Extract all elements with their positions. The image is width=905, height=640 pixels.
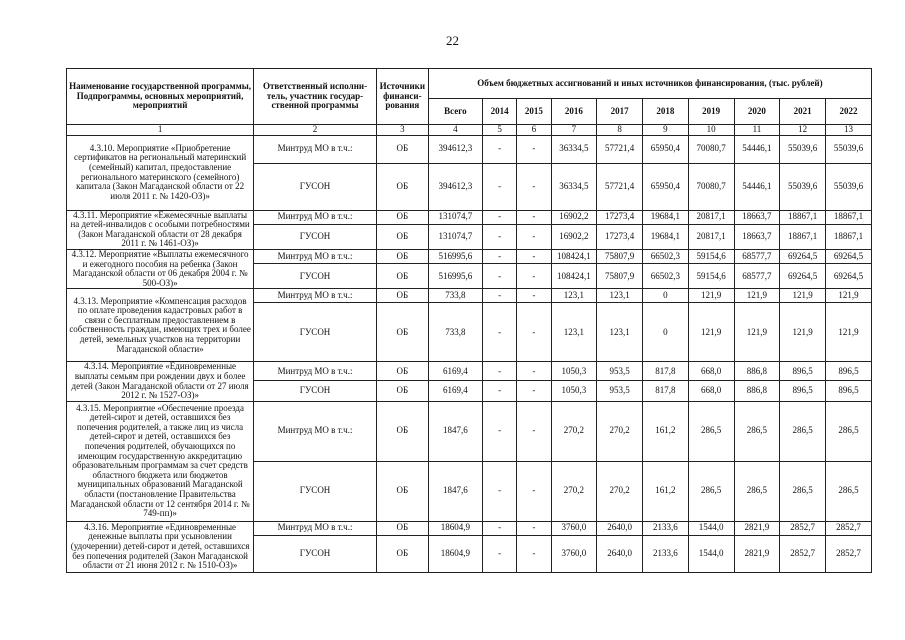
value-cell: 121,9 [826, 289, 872, 303]
value-cell: 953,5 [597, 381, 643, 401]
value-cell: - [482, 362, 516, 381]
header-responsible: Ответственный исполни-тель, участник государ-ственной программы [254, 69, 377, 125]
header-volume: Объем бюджетных ассигнований и иных источников финансирования, (тыс. рублей) [428, 69, 871, 99]
year-header: 2014 [482, 99, 516, 125]
value-cell: - [517, 521, 551, 535]
table-body [67, 135, 872, 572]
value-cell: 121,9 [826, 303, 872, 362]
value-cell: 121,9 [734, 289, 780, 303]
value-cell: 55039,6 [826, 135, 872, 163]
value-cell: 18867,1 [780, 224, 826, 249]
year-header: 2020 [734, 99, 780, 125]
column-number: 11 [734, 125, 780, 136]
value-cell: 121,9 [780, 303, 826, 362]
value-cell: 59154,6 [688, 249, 734, 264]
source-cell: ОБ [376, 303, 428, 362]
responsible-cell: Минтруд МО в т.ч.: [254, 521, 377, 535]
value-cell: 3760,0 [551, 535, 597, 572]
value-cell: 18604,9 [428, 521, 482, 535]
value-cell: 286,5 [734, 401, 780, 461]
year-header: 2022 [826, 99, 872, 125]
value-cell: 131074,7 [428, 224, 482, 249]
value-cell: 18867,1 [826, 224, 872, 249]
year-header: 2021 [780, 99, 826, 125]
value-cell: 270,2 [597, 461, 643, 521]
responsible-cell: ГУСОН [254, 303, 377, 362]
value-cell: 817,8 [643, 362, 689, 381]
source-cell: ОБ [376, 535, 428, 572]
value-cell: 1847,6 [428, 461, 482, 521]
value-cell: 55039,6 [780, 163, 826, 210]
value-cell: - [482, 401, 516, 461]
value-cell: 2640,0 [597, 535, 643, 572]
table-row [67, 210, 872, 224]
value-cell: 75807,9 [597, 249, 643, 264]
value-cell: 817,8 [643, 381, 689, 401]
table-row [67, 249, 872, 264]
value-cell: - [517, 135, 551, 163]
value-cell: 65950,4 [643, 135, 689, 163]
value-cell: 6169,4 [428, 362, 482, 381]
value-cell: 121,9 [688, 303, 734, 362]
column-number: 9 [643, 125, 689, 136]
responsible-cell: Минтруд МО в т.ч.: [254, 362, 377, 381]
value-cell: 121,9 [688, 289, 734, 303]
value-cell: - [517, 210, 551, 224]
value-cell: - [517, 264, 551, 289]
value-cell: 896,5 [780, 362, 826, 381]
value-cell: - [517, 362, 551, 381]
value-cell: 108424,1 [551, 264, 597, 289]
column-number: 4 [428, 125, 482, 136]
value-cell: - [482, 224, 516, 249]
value-cell: 286,5 [826, 401, 872, 461]
value-cell: 896,5 [780, 381, 826, 401]
value-cell: 18867,1 [780, 210, 826, 224]
column-number: 3 [376, 125, 428, 136]
budget-table [66, 68, 872, 573]
value-cell: - [517, 381, 551, 401]
value-cell: 16902,2 [551, 210, 597, 224]
value-cell: 286,5 [780, 401, 826, 461]
value-cell: 17273,4 [597, 210, 643, 224]
column-number: 8 [597, 125, 643, 136]
value-cell: - [517, 303, 551, 362]
responsible-cell: Минтруд МО в т.ч.: [254, 289, 377, 303]
source-cell: ОБ [376, 362, 428, 381]
value-cell: 394612,3 [428, 135, 482, 163]
value-cell: 2852,7 [826, 521, 872, 535]
measure-name: 4.3.13. Мероприятие «Компенсация расходов по оплате проведения кадастровых работ в связи с бесплатным предоставлением в собственность граждан, имеющих трех и более детей, земельных участков на территории Магаданской области» [67, 289, 254, 362]
value-cell: 953,5 [597, 362, 643, 381]
value-cell: 18663,7 [734, 224, 780, 249]
value-cell: 54446,1 [734, 163, 780, 210]
value-cell: 108424,1 [551, 249, 597, 264]
value-cell: - [517, 401, 551, 461]
value-cell: 896,5 [826, 362, 872, 381]
value-cell: 2821,9 [734, 535, 780, 572]
value-cell: 69264,5 [780, 264, 826, 289]
responsible-cell: ГУСОН [254, 224, 377, 249]
value-cell: 516995,6 [428, 249, 482, 264]
value-cell: - [517, 289, 551, 303]
value-cell: 19684,1 [643, 210, 689, 224]
value-cell: 36334,5 [551, 163, 597, 210]
value-cell: 1050,3 [551, 381, 597, 401]
value-cell: 59154,6 [688, 264, 734, 289]
column-number: 1 [67, 125, 254, 136]
value-cell: 18604,9 [428, 535, 482, 572]
value-cell: 57721,4 [597, 135, 643, 163]
value-cell: 0 [643, 289, 689, 303]
value-cell: 516995,6 [428, 264, 482, 289]
value-cell: 57721,4 [597, 163, 643, 210]
responsible-cell: ГУСОН [254, 381, 377, 401]
source-cell: ОБ [376, 264, 428, 289]
value-cell: 123,1 [551, 303, 597, 362]
value-cell: 75807,9 [597, 264, 643, 289]
year-header: 2016 [551, 99, 597, 125]
value-cell: - [517, 249, 551, 264]
value-cell: 68577,7 [734, 249, 780, 264]
value-cell: 2852,7 [826, 535, 872, 572]
year-header: Всего [428, 99, 482, 125]
year-header: 2019 [688, 99, 734, 125]
value-cell: 121,9 [780, 289, 826, 303]
value-cell: - [517, 461, 551, 521]
source-cell: ОБ [376, 461, 428, 521]
column-number: 12 [780, 125, 826, 136]
value-cell: 286,5 [688, 401, 734, 461]
responsible-cell: ГУСОН [254, 264, 377, 289]
value-cell: 20817,1 [688, 224, 734, 249]
value-cell: 6169,4 [428, 381, 482, 401]
table-row [67, 289, 872, 303]
source-cell: ОБ [376, 401, 428, 461]
source-cell: ОБ [376, 289, 428, 303]
value-cell: 161,2 [643, 401, 689, 461]
responsible-cell: Минтруд МО в т.ч.: [254, 135, 377, 163]
value-cell: 286,5 [780, 461, 826, 521]
value-cell: 66502,3 [643, 264, 689, 289]
value-cell: 1544,0 [688, 535, 734, 572]
table-row [67, 135, 872, 163]
responsible-cell: ГУСОН [254, 163, 377, 210]
value-cell: 886,8 [734, 381, 780, 401]
page-number: 22 [446, 33, 459, 48]
value-cell: 65950,4 [643, 163, 689, 210]
value-cell: 2640,0 [597, 521, 643, 535]
measure-name: 4.3.14. Мероприятие «Единовременные выплаты семьям при рождении двух и более детей (Закон Магаданской области от 27 июля 2012 г. № 1527-ОЗ)» [67, 362, 254, 401]
value-cell: 733,8 [428, 289, 482, 303]
value-cell: - [482, 461, 516, 521]
table-row [67, 362, 872, 381]
source-cell: ОБ [376, 224, 428, 249]
value-cell: 896,5 [826, 381, 872, 401]
value-cell: 1544,0 [688, 521, 734, 535]
value-cell: - [482, 381, 516, 401]
column-number: 10 [688, 125, 734, 136]
value-cell: 2852,7 [780, 521, 826, 535]
source-cell: ОБ [376, 381, 428, 401]
value-cell: 123,1 [551, 289, 597, 303]
value-cell: 54446,1 [734, 135, 780, 163]
measure-name: 4.3.16. Мероприятие «Единовременные денежные выплаты при усыновлении (удочерении) детей-сирот и детей, оставшихся без попечения родителей (Закон Магаданской области от 21 июня 2012 г. № 1510-ОЗ)» [67, 521, 254, 572]
value-cell: 19684,1 [643, 224, 689, 249]
measure-name: 4.3.10. Мероприятие «Приобретение сертификатов на региональный материнский (семейный) капитал, предоставление регионального материнского (семейного) капитала (Закон Магаданской области от 22 июля 2011 г. № 1420-ОЗ)» [67, 135, 254, 210]
value-cell: 55039,6 [780, 135, 826, 163]
value-cell: 66502,3 [643, 249, 689, 264]
value-cell: 131074,7 [428, 210, 482, 224]
value-cell: 2133,6 [643, 521, 689, 535]
value-cell: 286,5 [734, 461, 780, 521]
value-cell: - [482, 210, 516, 224]
measure-name: 4.3.12. Мероприятие «Выплаты ежемесячного и ежегодного пособия на ребенка (Закон Магаданской области от 06 декабря 2004 г. № 500-ОЗ)» [67, 249, 254, 288]
value-cell: 123,1 [597, 303, 643, 362]
responsible-cell: ГУСОН [254, 535, 377, 572]
source-cell: ОБ [376, 135, 428, 163]
source-cell: ОБ [376, 521, 428, 535]
value-cell: - [482, 303, 516, 362]
value-cell: - [482, 249, 516, 264]
year-header: 2017 [597, 99, 643, 125]
value-cell: 0 [643, 303, 689, 362]
value-cell: - [482, 163, 516, 210]
value-cell: - [482, 135, 516, 163]
value-cell: 270,2 [551, 401, 597, 461]
value-cell: - [482, 535, 516, 572]
value-cell: 886,8 [734, 362, 780, 381]
value-cell: 286,5 [826, 461, 872, 521]
value-cell: 55039,6 [826, 163, 872, 210]
responsible-cell: ГУСОН [254, 461, 377, 521]
value-cell: 20817,1 [688, 210, 734, 224]
value-cell: - [482, 289, 516, 303]
value-cell: - [517, 535, 551, 572]
value-cell: 1050,3 [551, 362, 597, 381]
value-cell: 668,0 [688, 381, 734, 401]
year-header: 2018 [643, 99, 689, 125]
value-cell: 270,2 [551, 461, 597, 521]
value-cell: 123,1 [597, 289, 643, 303]
value-cell: 270,2 [597, 401, 643, 461]
value-cell: - [482, 521, 516, 535]
value-cell: 394612,3 [428, 163, 482, 210]
value-cell: 18867,1 [826, 210, 872, 224]
value-cell: 3760,0 [551, 521, 597, 535]
value-cell: 17273,4 [597, 224, 643, 249]
column-number: 5 [482, 125, 516, 136]
value-cell: 69264,5 [826, 264, 872, 289]
column-number: 7 [551, 125, 597, 136]
value-cell: 161,2 [643, 461, 689, 521]
column-number: 13 [826, 125, 872, 136]
value-cell: - [482, 264, 516, 289]
value-cell: 2852,7 [780, 535, 826, 572]
value-cell: 69264,5 [826, 249, 872, 264]
responsible-cell: Минтруд МО в т.ч.: [254, 401, 377, 461]
column-number: 6 [517, 125, 551, 136]
value-cell: 36334,5 [551, 135, 597, 163]
header-sources: Источники финанси-рования [376, 69, 428, 125]
value-cell: 18663,7 [734, 210, 780, 224]
responsible-cell: Минтруд МО в т.ч.: [254, 210, 377, 224]
table-row [67, 401, 872, 461]
year-header: 2015 [517, 99, 551, 125]
value-cell: 2133,6 [643, 535, 689, 572]
value-cell: 733,8 [428, 303, 482, 362]
source-cell: ОБ [376, 249, 428, 264]
header-name: Наименование государственной программы, Подпрограммы, основных мероприятий, мероприятий [67, 69, 254, 125]
measure-name: 4.3.11. Мероприятие «Ежемесячные выплаты на детей-инвалидов с особыми потребностями (Закон Магаданской области от 28 декабря 2011 г. № 1461-ОЗ)» [67, 210, 254, 249]
value-cell: 668,0 [688, 362, 734, 381]
value-cell: - [517, 224, 551, 249]
value-cell: 286,5 [688, 461, 734, 521]
value-cell: - [517, 163, 551, 210]
value-cell: 70080,7 [688, 163, 734, 210]
table-row [67, 521, 872, 535]
value-cell: 16902,2 [551, 224, 597, 249]
value-cell: 68577,7 [734, 264, 780, 289]
column-number: 2 [254, 125, 377, 136]
value-cell: 121,9 [734, 303, 780, 362]
value-cell: 1847,6 [428, 401, 482, 461]
measure-name: 4.3.15. Мероприятие «Обеспечение проезда детей-сирот и детей, оставшихся без попечения родителей, а также лиц из числа детей-сирот и детей, оставшихся без попечения родителей, обучающихся по имеющим государственную аккредитацию образовательным программам за счет средств областного бюджета или бюджетов муниципальных образований Магаданской области (постановление Правительства Магаданской области от 12 сентября 2014 г. № 749-пп)» [67, 401, 254, 521]
source-cell: ОБ [376, 210, 428, 224]
value-cell: 70080,7 [688, 135, 734, 163]
source-cell: ОБ [376, 163, 428, 210]
column-number-row [67, 125, 872, 136]
responsible-cell: Минтруд МО в т.ч.: [254, 249, 377, 264]
value-cell: 2821,9 [734, 521, 780, 535]
value-cell: 69264,5 [780, 249, 826, 264]
